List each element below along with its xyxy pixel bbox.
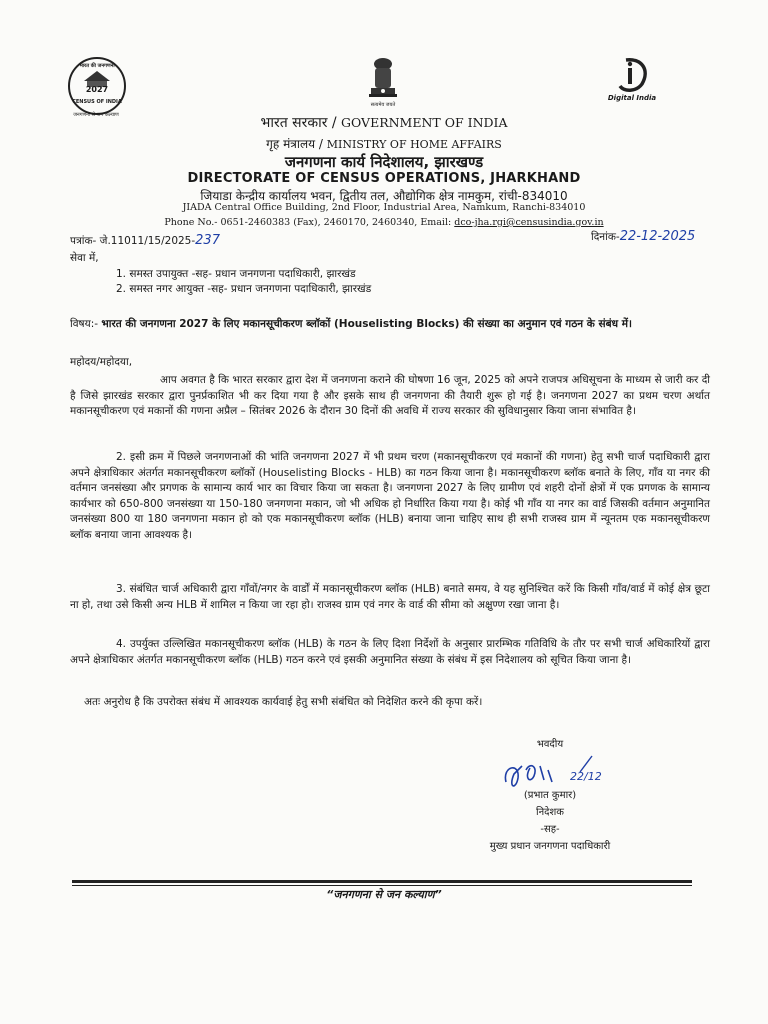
- addressee-item: 1. समस्त उपायुक्त -सह- प्रधान जनगणना पदाधिकारी, झारखंड: [116, 267, 356, 280]
- subject-line: [70, 316, 710, 332]
- digital-india-label: Digital India: [607, 94, 657, 102]
- footer-rule-thick: [72, 880, 692, 883]
- letterhead-ministry: [0, 135, 768, 152]
- government-english: GOVERNMENT OF INDIA: [341, 115, 508, 130]
- signatory-designation-2: मुख्य प्रधान जनगणना पदाधिकारी: [489, 841, 611, 852]
- subject-label: विषय:-: [70, 318, 99, 330]
- signature-closing: भवदीय: [536, 739, 564, 750]
- ministry-hindi: गृह मंत्रालय /: [266, 137, 323, 151]
- signature-block: [470, 736, 630, 855]
- salutation: महोदय/महोदया,: [70, 356, 133, 368]
- email-link[interactable]: dco-jha.rgi@censusindia.gov.in: [454, 217, 604, 228]
- census-logo-tagline: जनगणना से जन कल्याण: [73, 112, 119, 118]
- seva-me: सेवा में,: [70, 252, 99, 264]
- date-handwritten: 22-12-2025: [619, 229, 696, 244]
- census-logo-ring-bottom: CENSUS OF INDIA: [72, 99, 122, 105]
- emblem-motto: सत्यमेव जयते: [370, 102, 396, 108]
- signatory-cum: -सह-: [540, 824, 560, 835]
- addressee-block: [70, 251, 371, 298]
- body-paragraph-2: 2. इसी क्रम में पिछले जनगणनाओं की भांति जनगणना 2027 में भी प्रथम चरण (मकानसूचीकरण एवं मकानों की गणना) हेतु सभी चार्ज पदाधिकारी द्वारा अपने क्षेत्राधिकार अंतर्गत मकानसूचीकरण ब्लॉकों (Houselisting Blocks - HLB) का गठन किया जाना है। मकानसूचीकरण ब्लॉक बनाते के लिए, गाँव या नगर की वर्तमान जनसंख्या और प्रगणक के सामान्य कार्य भार का विचार किया जा सकता है। जनगणना 2027 के लिए ग्रामीण एवं शहरी दोनों क्षेत्रों में एक प्रगणक के सामान्य कार्यभार को 650-800 जनसंख्या या 150-180 जनगणना मकान, जो भी अधिक हो निर्धारित किया गया है। कोई भी गाँव या नगर का वार्ड जिसकी वर्तमान अनुमानित जनसंख्या 800 या 180 जनगणना मकान हो को एक मकानसूचीकरण ब्लॉक (HLB) बनाया जाना चाहिए साथ ही सभी राजस्व ग्राम में न्यूनतम एक मकानसूचीकरण ब्लॉक बनाया जाना आवश्यक है।: [70, 451, 710, 541]
- contact-line: [0, 217, 768, 228]
- government-hindi: भारत सरकार /: [260, 115, 337, 131]
- signatory-designation: निदेशक: [536, 807, 564, 818]
- addressee-item: 2. समस्त नगर आयुक्त -सह- प्रधान जनगणना पदाधिकारी, झारखंड: [116, 283, 372, 296]
- directorate-english: DIRECTORATE OF CENSUS OPERATIONS, JHARKHAND: [187, 171, 581, 186]
- subject-text: भारत की जनगणना 2027 के लिए मकानसूचीकरण ब्लॉकों (Houselisting Blocks) की संख्या का अनुमान एवं गठन के संबंध में।: [101, 318, 632, 330]
- reference-label: पत्रांक- जे.11011/15/2025-: [70, 235, 196, 247]
- letterhead-government: [0, 113, 768, 132]
- phone-numbers: Phone No.- 0651-2460383 (Fax), 2460170, 2460340, Email:: [164, 217, 452, 228]
- body-paragraph-4: 4. उपर्युक्त उल्लिखित मकानसूचीकरण ब्लॉक (HLB) के गठन के लिए दिशा निर्देशों के अनुसार प्रारम्भिक गतिविधि के तौर पर सभी चार्ज अधिकारियों द्वारा अपने क्षेत्राधिकार अंतर्गत मकानसूचीकरण ब्लॉक (HLB) गठन करने एवं इसकी अनुमानित संख्या के संबंध में इस निदेशालय को सूचित किया जाना है।: [70, 638, 710, 666]
- directorate-hindi: जनगणना कार्य निदेशालय, झारखण्ड: [284, 153, 484, 171]
- address-english: JIADA Central Office Building, 2nd Floor, Industrial Area, Namkum, Ranchi-834010: [182, 202, 586, 213]
- footer-slogan: “जनगणना से जन कल्याण”: [326, 888, 442, 901]
- ministry-english: MINISTRY OF HOME AFFAIRS: [326, 138, 502, 151]
- footer-rule-thin: [72, 885, 692, 886]
- digital-india-icon: [612, 56, 652, 94]
- body-paragraph-3: 3. संबंधित चार्ज अधिकारी द्वारा गाँवों/नगर के वार्डों में मकानसूचीकरण ब्लॉक (HLB) बनाते समय, वे यह सुनिश्चित करें कि किसी गाँव/वार्ड में कोई क्षेत्र छूटा ना हो, तथा उसे किसी अन्य HLB में शामिल न किया जा रहा हो। राजस्व ग्राम एवं नगर के वार्ड की सीमा को अक्षुण्ण रखा जाना है।: [70, 583, 710, 611]
- national-emblem-icon: [365, 56, 401, 106]
- census-logo: [68, 57, 126, 115]
- address-hindi: जियाडा केन्द्रीय कार्यालय भवन, द्वितीय तल, औद्योगिक क्षेत्र नामकुम, रांची-834010: [200, 189, 568, 203]
- body-paragraph-1: आप अवगत है कि भारत सरकार द्वारा देश में जनगणना कराने की घोषणा 16 जून, 2025 को अपने राजपत्र अधिसूचना के माध्यम से जारी कर दी है जिसे झारखंड सरकार द्वारा पुनर्प्रकाशित भी कर दिया गया है और इसके साथ ही जनगणना की तैयारी शुरू हो गई है। जनगणना 2027 का प्रथम चरण अर्थात मकानसूचीकरण एवं मकानों की गणना अप्रैल – सितंबर 2026 के दौरान 30 दिनों की अवधि में राज्य सरकार की सुविधानुसार किया जाना संभावित है।: [70, 374, 710, 418]
- body-paragraph-request: अतः अनुरोध है कि उपरोक्त संबंध में आवश्यक कार्यवाई हेतु सभी संबंधित को निदेशित करने की कृपा करें।: [84, 696, 483, 708]
- letter-date: [591, 229, 695, 244]
- census-logo-ring-top: भारत की जनगणना: [79, 63, 115, 69]
- reference-handwritten-number: 237: [195, 233, 220, 248]
- reference-number: [70, 233, 220, 248]
- census-logo-year: 2027: [85, 85, 109, 94]
- signature-date: 22/12: [570, 770, 602, 783]
- signatory-name: (प्रभात कुमार): [523, 790, 577, 801]
- date-label: दिनांक-: [591, 231, 620, 243]
